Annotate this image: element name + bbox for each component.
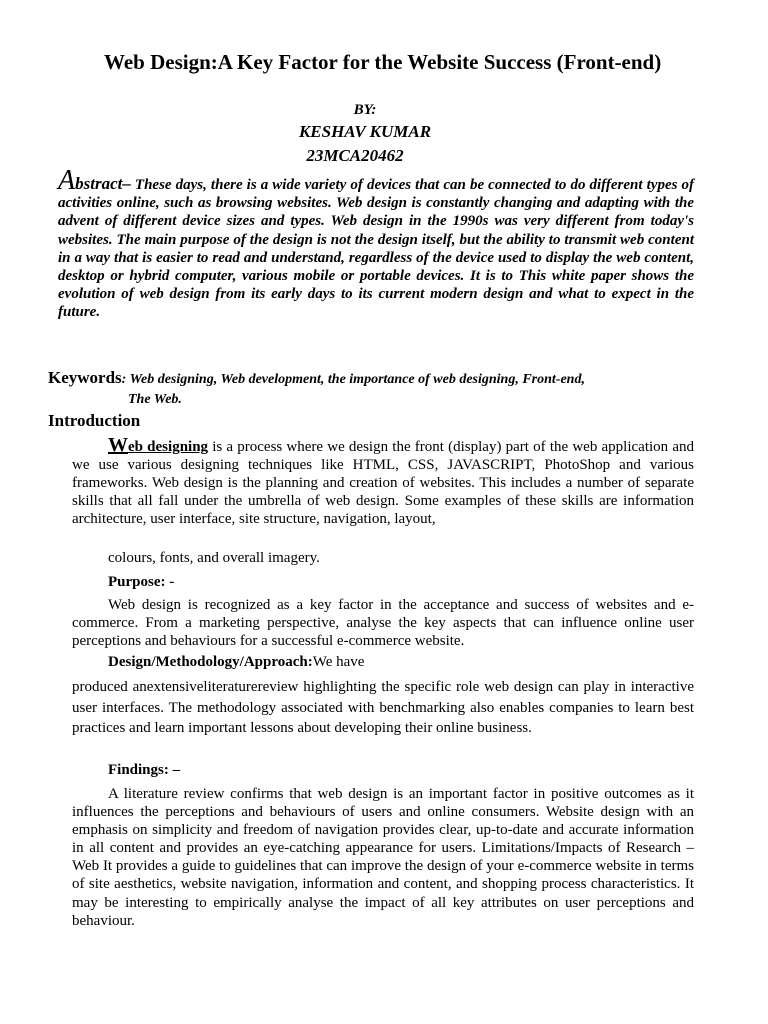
purpose-paragraph: Web design is recognized as a key factor in the acceptance and success of websites and e-commerce. From a marketing perspective, analyse the key aspects that can influence online user perceptions and behaviours for a successful e-commerce website.: [72, 597, 694, 650]
introduction-paragraph: [72, 436, 694, 528]
abstract-drop-cap: A: [58, 165, 76, 196]
keywords-section: [48, 368, 688, 410]
paper-title: Web Design:A Key Factor for the Website Success (Front-end): [104, 50, 662, 74]
design-paragraph: produced anextensiveliteraturereview highlighting the specific role web design can play in interactive user interfaces. The methodology associated with benchmarking also enables companies to learn best practices and learn important lessons about developing their online business.: [72, 679, 694, 736]
purpose-heading: Purpose: -: [108, 574, 175, 590]
term-drop-cap: W: [108, 434, 128, 456]
author-name: KESHAV KUMAR: [298, 122, 432, 141]
findings-heading: Findings: –: [108, 762, 181, 778]
roll-number: 23MCA20462: [306, 146, 404, 165]
keywords-text-continued: The Web.: [128, 392, 182, 407]
introduction-text: is a process where we design the front (display) part of the web application and we use various designing techniques like HTML, CSS, JAVASCRIPT, PhotoShop and various frameworks. Web design is the planning and creation of websites. This includes a number of separate skills that all fall under the umbrella of web design. Some examples of these skills are information architecture, user interface, site structure, navigation, layout,: [72, 439, 694, 528]
keywords-text: : Web designing, Web development, the importance of web designing, Front-end,: [121, 372, 585, 387]
introduction-heading: Introduction: [48, 411, 141, 430]
findings-paragraph: A literature review confirms that web design is an important factor in positive outcomes as it influences the perceptions and behaviours of users and online consumers. Website design with an emphasis on simplicity and freedom of navigation provides clear, up-to-date and accurate information in all content and provides an eye-catching appearance for users. Limitations/Impacts of Research – Web It provides a guide to guidelines that can improve the design of your e-commerce website in terms of site aesthetics, website navigation, information and content, and shopping process characteristics. It may be interesting to empirically analyse the impact of all key attributes on user perceptions and behaviour.: [72, 786, 694, 929]
abstract-heading-rest: bstract–: [75, 174, 131, 193]
design-heading: Design/Methodology/Approach:: [108, 654, 313, 670]
term-rest: eb designing: [128, 439, 209, 455]
abstract-text: These days, there is a wide variety of devices that can be connected to do different types of activities online, such as browsing websites. Web design is constantly changing and adapting with the advent of different device sizes and types. Web design in the 1990s was very different from today's websites. The main purpose of the design is not the design itself, but the ability to transmit web content in a way that is easier to read and understand, regardless of the device used to display the web content, desktop or hybrid computer, various mobile or portable devices. It is to This white paper shows the evolution of web design from its early days to its current modern design and what to expect in the future.: [58, 177, 694, 321]
introduction-continuation: colours, fonts, and overall imagery.: [108, 550, 320, 566]
design-heading-line: [108, 654, 364, 671]
by-label: BY:: [353, 102, 377, 118]
abstract-section: [58, 165, 694, 322]
design-heading-text: We have: [312, 654, 365, 670]
abstract-heading: [58, 165, 131, 196]
keywords-label: Keywords: [48, 368, 122, 387]
